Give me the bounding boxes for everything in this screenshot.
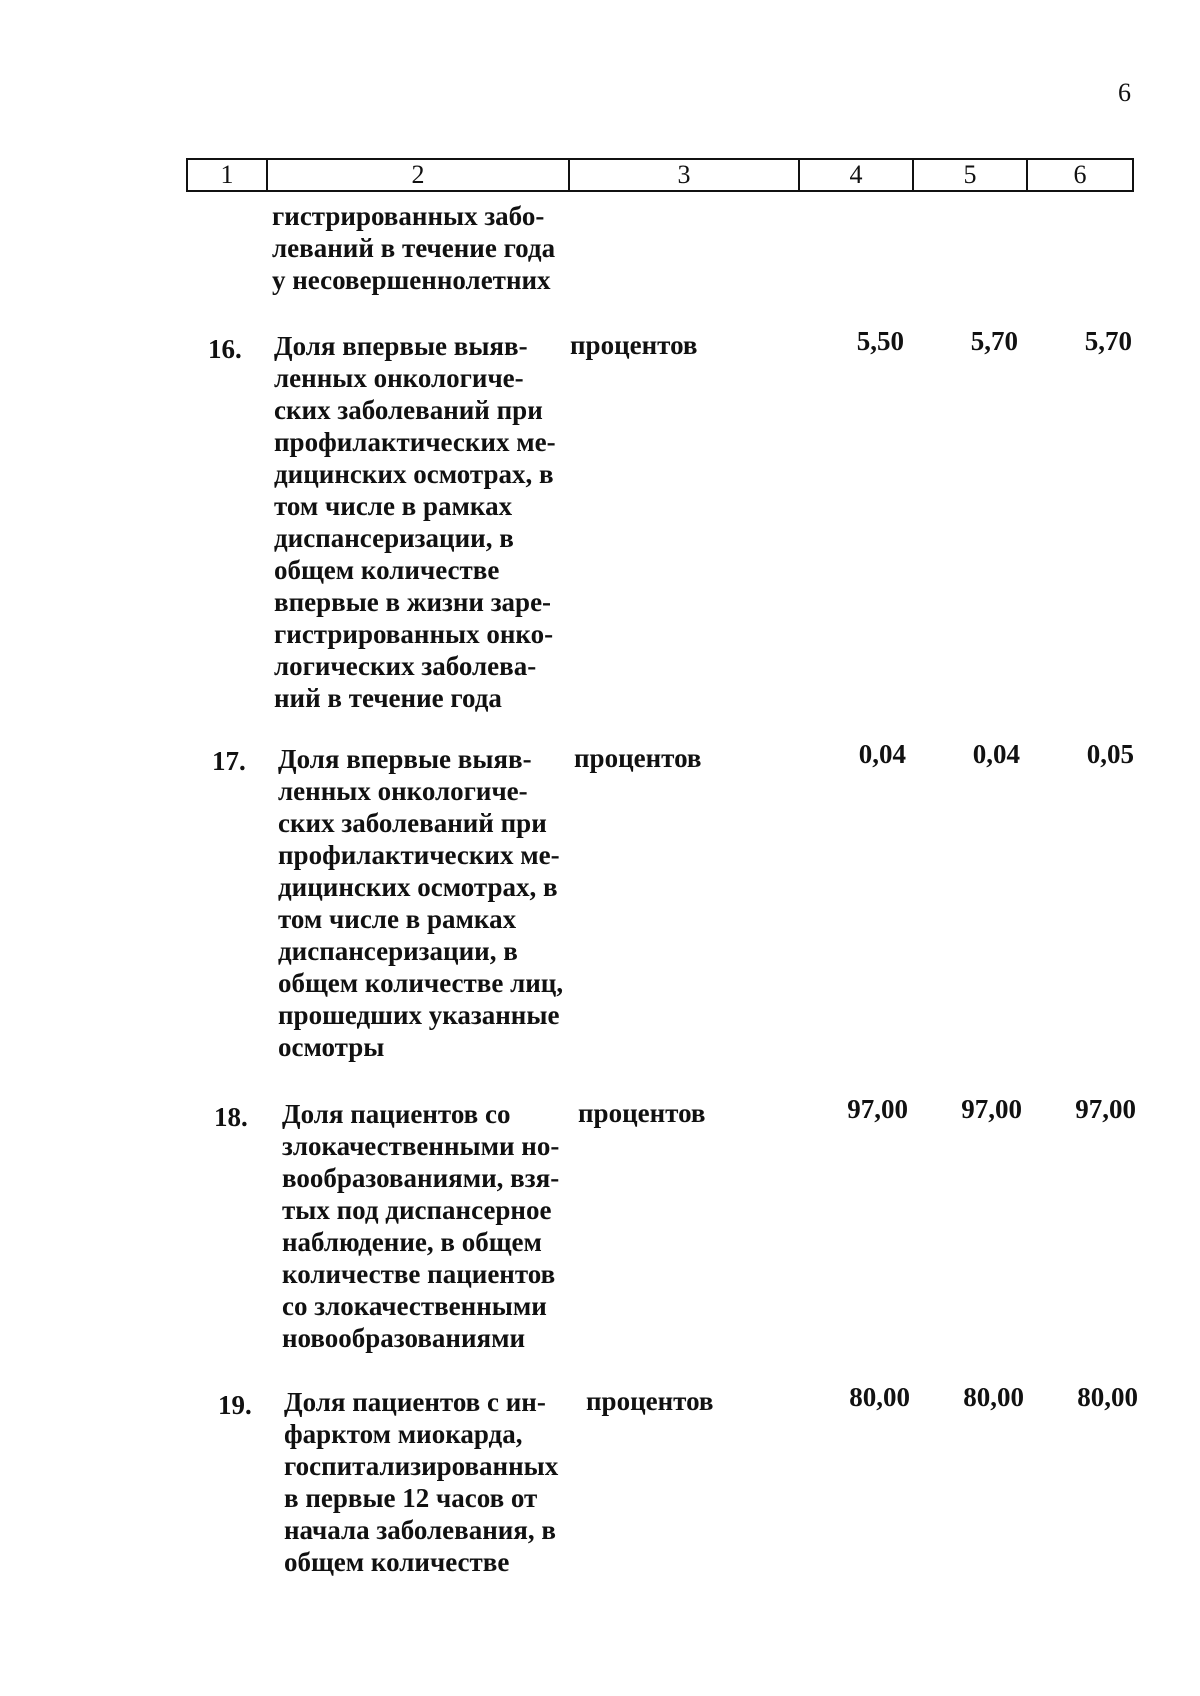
value-col-6: 5,70: [1084, 326, 1132, 356]
row-description: [284, 1386, 574, 1578]
value-col-5: 80,00: [963, 1382, 1024, 1412]
row-number: 18.: [214, 1102, 248, 1132]
page-number: 6: [1118, 78, 1131, 107]
row-description: [274, 330, 564, 714]
text-line: осмотры: [278, 1032, 385, 1062]
value-col-4: 0,04: [858, 739, 906, 769]
value-col-4: 97,00: [847, 1094, 908, 1124]
text-line: ленных онкологиче-: [274, 363, 524, 393]
header-cell-2: 2: [266, 160, 568, 190]
text-line: профилактических ме-: [274, 427, 556, 457]
row-unit: процентов: [586, 1386, 714, 1416]
text-line: том числе в рамках: [274, 491, 513, 521]
value-col-6: 80,00: [1077, 1382, 1138, 1412]
text-line: вообразованиями, взя-: [282, 1163, 560, 1193]
row-number: 16.: [208, 334, 242, 364]
text-line: Доля впервые выяв-: [278, 744, 532, 774]
text-line: профилактических ме-: [278, 840, 560, 870]
text-line: наблюдение, в общем: [282, 1227, 542, 1257]
text-line: тых под диспансерное: [282, 1195, 552, 1225]
text-line: фарктом миокарда,: [284, 1419, 523, 1449]
text-line: ний в течение года: [274, 683, 502, 713]
row-number: 19.: [218, 1390, 252, 1420]
text-line: злокачественными но-: [282, 1131, 560, 1161]
text-line: Доля пациентов со: [282, 1099, 511, 1129]
header-cell-1: 1: [220, 160, 234, 189]
text-line: ских заболеваний при: [278, 808, 547, 838]
value-col-5: 97,00: [961, 1094, 1022, 1124]
text-line: гистрированных забо-: [272, 201, 545, 231]
text-line: ленных онкологиче-: [278, 776, 528, 806]
text-line: общем количестве: [274, 555, 500, 585]
text-line: дицинских осмотрах, в: [274, 459, 554, 489]
value-col-4: 80,00: [849, 1382, 910, 1412]
text-line: количестве пациентов: [282, 1259, 556, 1289]
header-cell-3: 3: [568, 160, 798, 190]
text-line: диспансеризации, в: [278, 936, 518, 966]
text-line: впервые в жизни заре-: [274, 587, 552, 617]
table-header: [186, 158, 1134, 192]
text-line: общем количестве лиц,: [278, 968, 564, 998]
text-line: гистрированных онко-: [274, 619, 554, 649]
text-line: ских заболеваний при: [274, 395, 543, 425]
row-unit: процентов: [570, 330, 698, 360]
value-col-4: 5,50: [856, 326, 904, 356]
header-cell-4: 4: [798, 160, 912, 190]
value-col-6: 0,05: [1086, 739, 1134, 769]
text-line: в первые 12 часов от: [284, 1483, 538, 1513]
text-line: начала заболевания, в: [284, 1515, 556, 1545]
value-col-5: 0,04: [972, 739, 1020, 769]
text-line: госпитализированных: [284, 1451, 559, 1481]
row-description: [282, 1098, 572, 1354]
row-unit: процентов: [574, 743, 702, 773]
row-description: [278, 743, 568, 1063]
text-line: леваний в течение года: [272, 233, 556, 263]
text-line: том числе в рамках: [278, 904, 517, 934]
row-number: 17.: [212, 746, 246, 776]
text-line: прошедших указанные: [278, 1000, 560, 1030]
text-line: со злокачественными: [282, 1291, 547, 1321]
text-line: новообразованиями: [282, 1323, 526, 1353]
value-col-6: 97,00: [1075, 1094, 1136, 1124]
text-line: диспансеризации, в: [274, 523, 514, 553]
text-line: Доля впервые выяв-: [274, 331, 528, 361]
header-cell-6: 6: [1026, 160, 1132, 190]
row-unit: процентов: [578, 1098, 706, 1128]
continuation-text: [272, 200, 562, 296]
text-line: общем количестве: [284, 1547, 510, 1577]
text-line: дицинских осмотрах, в: [278, 872, 558, 902]
text-line: у несовершеннолетних: [272, 265, 551, 295]
text-line: Доля пациентов с ин-: [284, 1387, 546, 1417]
header-cell-5: 5: [912, 160, 1026, 190]
value-col-5: 5,70: [970, 326, 1018, 356]
text-line: логических заболева-: [274, 651, 537, 681]
